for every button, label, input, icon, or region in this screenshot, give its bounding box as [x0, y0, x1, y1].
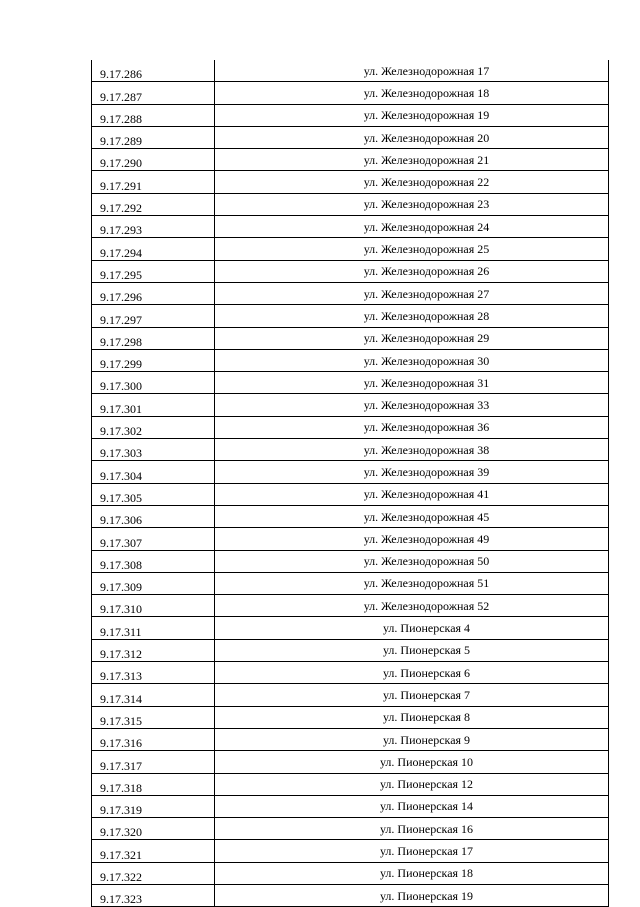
row-code-cell: 9.17.287 — [92, 82, 215, 104]
row-code-cell: 9.17.313 — [92, 662, 215, 684]
row-code-cell: 9.17.296 — [92, 282, 215, 304]
table-row — [92, 104, 609, 126]
row-code-cell: 9.17.305 — [92, 483, 215, 505]
row-address-cell: ул. Железнодорожная 30 — [215, 349, 609, 371]
table-row — [92, 282, 609, 304]
row-code-cell: 9.17.315 — [92, 706, 215, 728]
row-address-cell: ул. Пионерская 4 — [215, 617, 609, 639]
table-row — [92, 662, 609, 684]
table-row — [92, 216, 609, 238]
table-row — [92, 773, 609, 795]
table-row — [92, 884, 609, 906]
row-address-cell: ул. Железнодорожная 28 — [215, 305, 609, 327]
row-code-cell: 9.17.292 — [92, 193, 215, 215]
address-table — [91, 60, 609, 907]
table-row — [92, 305, 609, 327]
table-row — [92, 528, 609, 550]
row-code-cell: 9.17.311 — [92, 617, 215, 639]
row-code-cell: 9.17.307 — [92, 528, 215, 550]
row-code-cell: 9.17.316 — [92, 728, 215, 750]
row-code-cell: 9.17.322 — [92, 862, 215, 884]
table-row — [92, 327, 609, 349]
row-code-cell: 9.17.288 — [92, 104, 215, 126]
row-code-cell: 9.17.302 — [92, 416, 215, 438]
row-address-cell: ул. Пионерская 10 — [215, 751, 609, 773]
row-address-cell: ул. Железнодорожная 31 — [215, 372, 609, 394]
table-row — [92, 684, 609, 706]
row-address-cell: ул. Железнодорожная 50 — [215, 550, 609, 572]
table-row — [92, 126, 609, 148]
table-row — [92, 617, 609, 639]
row-address-cell: ул. Железнодорожная 18 — [215, 82, 609, 104]
row-address-cell: ул. Железнодорожная 49 — [215, 528, 609, 550]
table-row — [92, 840, 609, 862]
row-code-cell: 9.17.318 — [92, 773, 215, 795]
row-code-cell: 9.17.306 — [92, 505, 215, 527]
table-row — [92, 595, 609, 617]
row-address-cell: ул. Пионерская 7 — [215, 684, 609, 706]
table-row — [92, 416, 609, 438]
table-row — [92, 483, 609, 505]
row-code-cell: 9.17.309 — [92, 572, 215, 594]
table-row — [92, 862, 609, 884]
row-address-cell: ул. Пионерская 6 — [215, 662, 609, 684]
row-address-cell: ул. Железнодорожная 29 — [215, 327, 609, 349]
row-address-cell: ул. Железнодорожная 22 — [215, 171, 609, 193]
row-code-cell: 9.17.321 — [92, 840, 215, 862]
table-row — [92, 439, 609, 461]
row-address-cell: ул. Железнодорожная 33 — [215, 394, 609, 416]
table-row — [92, 394, 609, 416]
row-code-cell: 9.17.303 — [92, 439, 215, 461]
table-row — [92, 82, 609, 104]
row-address-cell: ул. Пионерская 9 — [215, 728, 609, 750]
row-code-cell: 9.17.295 — [92, 260, 215, 282]
row-address-cell: ул. Пионерская 18 — [215, 862, 609, 884]
table-row — [92, 706, 609, 728]
table-row — [92, 751, 609, 773]
row-address-cell: ул. Пионерская 14 — [215, 795, 609, 817]
row-address-cell: ул. Пионерская 19 — [215, 884, 609, 906]
row-address-cell: ул. Железнодорожная 24 — [215, 216, 609, 238]
row-code-cell: 9.17.290 — [92, 149, 215, 171]
table-row — [92, 795, 609, 817]
row-address-cell: ул. Железнодорожная 17 — [215, 60, 609, 82]
row-code-cell: 9.17.319 — [92, 795, 215, 817]
row-address-cell: ул. Пионерская 16 — [215, 818, 609, 840]
row-code-cell: 9.17.300 — [92, 372, 215, 394]
row-code-cell: 9.17.312 — [92, 639, 215, 661]
row-address-cell: ул. Железнодорожная 19 — [215, 104, 609, 126]
table-row — [92, 505, 609, 527]
row-address-cell: ул. Железнодорожная 21 — [215, 149, 609, 171]
row-address-cell: ул. Пионерская 17 — [215, 840, 609, 862]
row-code-cell: 9.17.310 — [92, 595, 215, 617]
table-row — [92, 260, 609, 282]
row-address-cell: ул. Железнодорожная 51 — [215, 572, 609, 594]
table-row — [92, 372, 609, 394]
row-address-cell: ул. Пионерская 8 — [215, 706, 609, 728]
row-code-cell: 9.17.317 — [92, 751, 215, 773]
row-address-cell: ул. Железнодорожная 27 — [215, 282, 609, 304]
row-code-cell: 9.17.323 — [92, 884, 215, 906]
table-row — [92, 238, 609, 260]
table-row — [92, 171, 609, 193]
table-row — [92, 818, 609, 840]
row-code-cell: 9.17.299 — [92, 349, 215, 371]
row-address-cell: ул. Железнодорожная 52 — [215, 595, 609, 617]
table-row — [92, 193, 609, 215]
row-code-cell: 9.17.286 — [92, 60, 215, 82]
row-code-cell: 9.17.294 — [92, 238, 215, 260]
row-address-cell: ул. Железнодорожная 26 — [215, 260, 609, 282]
table-row — [92, 728, 609, 750]
row-code-cell: 9.17.293 — [92, 216, 215, 238]
row-address-cell: ул. Железнодорожная 25 — [215, 238, 609, 260]
table-row — [92, 149, 609, 171]
row-address-cell: ул. Железнодорожная 20 — [215, 126, 609, 148]
table-row — [92, 461, 609, 483]
row-code-cell: 9.17.304 — [92, 461, 215, 483]
row-code-cell: 9.17.298 — [92, 327, 215, 349]
row-code-cell: 9.17.314 — [92, 684, 215, 706]
address-table-body — [92, 60, 609, 907]
row-code-cell: 9.17.320 — [92, 818, 215, 840]
row-address-cell: ул. Железнодорожная 39 — [215, 461, 609, 483]
row-address-cell: ул. Железнодорожная 45 — [215, 505, 609, 527]
row-code-cell: 9.17.301 — [92, 394, 215, 416]
row-address-cell: ул. Железнодорожная 23 — [215, 193, 609, 215]
row-address-cell: ул. Железнодорожная 38 — [215, 439, 609, 461]
table-row — [92, 60, 609, 82]
row-address-cell: ул. Железнодорожная 36 — [215, 416, 609, 438]
row-code-cell: 9.17.297 — [92, 305, 215, 327]
row-code-cell: 9.17.289 — [92, 126, 215, 148]
row-address-cell: ул. Пионерская 5 — [215, 639, 609, 661]
row-address-cell: ул. Пионерская 12 — [215, 773, 609, 795]
row-address-cell: ул. Железнодорожная 41 — [215, 483, 609, 505]
row-code-cell: 9.17.291 — [92, 171, 215, 193]
row-code-cell: 9.17.308 — [92, 550, 215, 572]
table-row — [92, 349, 609, 371]
table-row — [92, 639, 609, 661]
table-row — [92, 572, 609, 594]
table-row — [92, 550, 609, 572]
